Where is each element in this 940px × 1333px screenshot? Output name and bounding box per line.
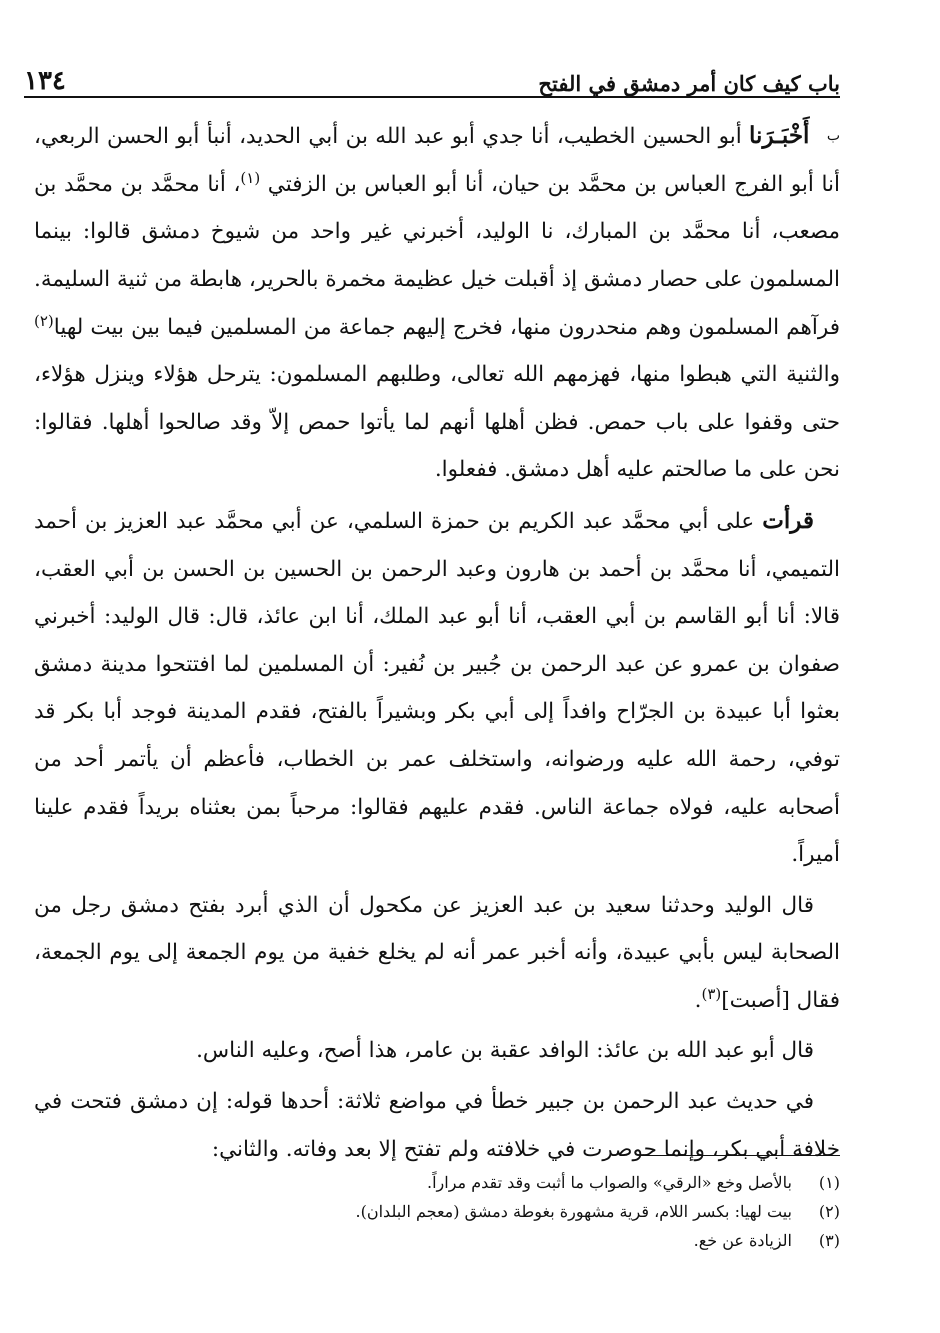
footnote-ref: (١) [240,168,261,187]
paragraph-text: في حديث عبد الرحمن بن جبير خطأ في مواضع ثلاثة: أحدها قوله: إن دمشق فتحت في خلافة أبي بكر، وإنما حوصرت في خلافته ولم تفتح إلا بعد وفاته. والثاني: [34,1089,840,1162]
footnote-number: (٢) [818,1202,840,1221]
paragraph-5 [34,1078,840,1173]
lead-word: قرأت [762,506,814,534]
lead-word: أَخْبَـرَنا [749,122,810,149]
footnote-text: بالأصل وخع «الرقي» والصواب ما أثبت وقد تقدم مراراً. [427,1173,792,1192]
paragraph-4 [34,1027,840,1075]
paragraph-text: ، أنا محمَّد بن محمَّد بن مصعب، أنا محمَّد بن المبارك، نا الوليد، أخبرني غير واحد من شيوخ دمشق قالوا: بينما المسلمون على حصار دمشق إذ أقبلت خيل عظيمة مخمرة بالحرير، هابطة من ثنية السليمة. فرآهم المسلمون وهم منحدرون منها، فخرج إليهم جماعة من المسلمين فيما بين بيت لهيا [34,171,840,340]
page-number: ١٣٤ [24,66,66,96]
footnote-item [34,1226,840,1255]
footnote-ref: (٢) [34,311,54,330]
paragraph-text: على أبي محمَّد عبد الكريم بن حمزة السلمي، عن أبي محمَّد عبد العزيز بن أحمد التميمي، أنا محمَّد بن أحمد بن هارون وعبد الرحمن بن الحسين بن الحسن بن أبي العقب، قالا: أنا أبو القاسم بن أبي العقب، أنا أبو عبد الملك، أنا ابن عائذ، قال: قال الوليد: أخبرني صفوان بن عمرو عن عبد الرحمن بن جُبير بن نُفير: أن المسلمين لما افتتحوا مدينة دمشق بعثوا أبا عبيدة بن الجرّاح وافداً إلى أبي بكر وبشيراً بالفتح، فقدم المدينة فوجد أبا بكر قد توفي، رحمة الله عليه ورضوانه، واستخلف عمر بن الخطاب، فأعظم أن يأتمر أحد من أصحابه عليه، فولاه جماعة الناس. فقدم عليهم فقالوا: مرحباً بمن بعثناه بريداً فقدم علينا أميراً. [34,508,840,868]
paragraph-2 [34,497,840,879]
footnote-number: (٣) [818,1231,840,1250]
page-header [24,52,840,96]
running-title: باب كيف كان أمر دمشق في الفتح [538,71,840,96]
footnote-text: الزيادة عن خع. [693,1231,792,1250]
paragraph-text: قال أبو عبد الله بن عائذ: الوافد عقبة بن عامر، هذا أصح، وعليه الناس. [196,1038,814,1064]
footnote-rule [640,1155,840,1156]
main-text [34,112,840,1173]
paragraph-text: قال الوليد وحدثنا سعيد بن عبد العزيز عن مكحول أن الذي أبرد بفتح دمشق رجل من الصحابة ليس بأبي عبيدة، وأنه أخبر عمر أنه لم يخلع خفية من يوم الجمعة إلى يوم الجمعة، فقال [أصبت] [34,892,840,1013]
footnote-text: بيت لهيا: بكسر اللام، قرية مشهورة بغوطة دمشق (معجم البلدان). [355,1202,792,1221]
paragraph-1 [34,112,840,494]
margin-marker: ب [826,128,840,145]
paragraph-3 [34,882,840,1025]
footnote-item [34,1197,840,1226]
paragraph-text: أبو الحسين الخطيب، أنا جدي أبو عبد الله بن أبي الحديد، أنبأ أبو الحسن الربعي، أنا أبو الفرج العباس بن محمَّد بن حيان، أنا أبو العباس بن الزفتي [34,124,840,197]
footnotes [34,1168,840,1255]
paragraph-text: . [694,987,702,1013]
footnote-item [34,1168,840,1197]
footnote-number: (١) [818,1173,840,1192]
footnote-ref: (٣) [701,984,722,1003]
header-rule [24,96,840,98]
paragraph-text: والثنية التي هبطوا منها، فهزمهم الله تعالى، وطلبهم المسلمون: يترحل هؤلاء وينزل هؤلاء، حتى وقفوا على باب حمص. فظن أهلها أنهم لما يأتوا حمص إلاّ وقد صالحوا أهلها. فقالوا: نحن على ما صالحتم عليه أهل دمشق. ففعلوا. [34,362,840,483]
